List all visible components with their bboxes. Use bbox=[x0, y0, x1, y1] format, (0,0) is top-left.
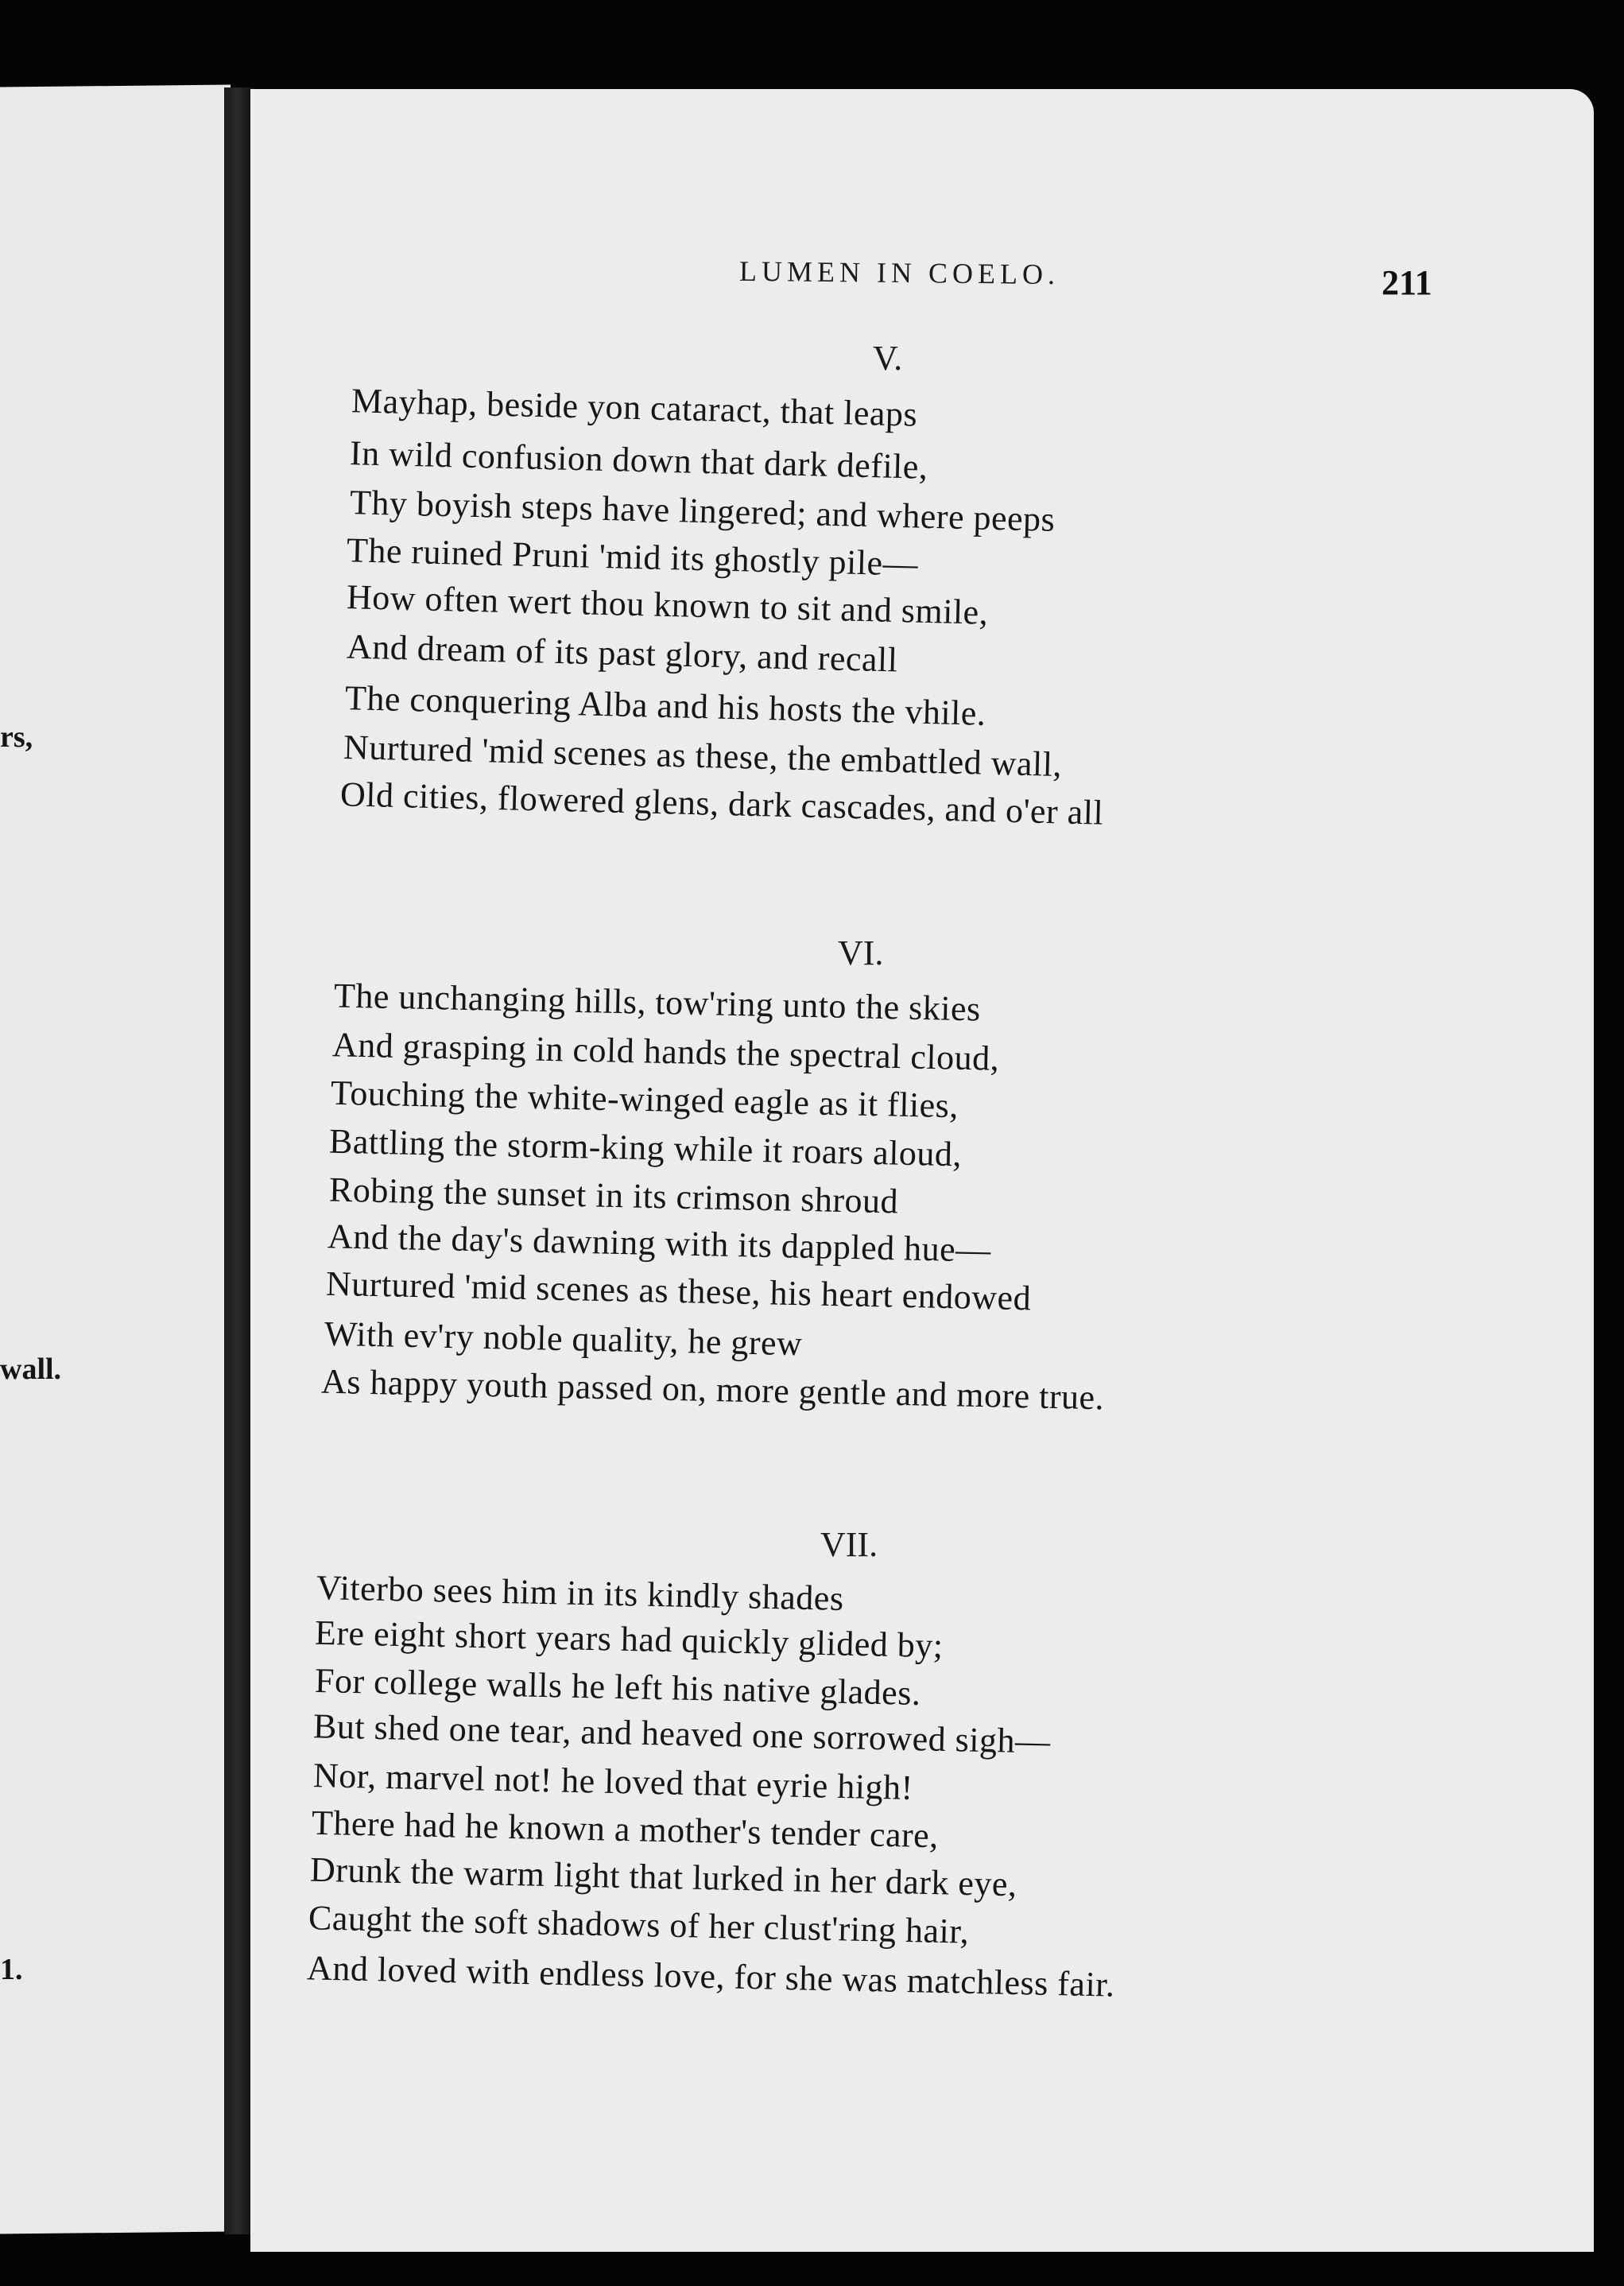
poem-line: Mayhap, beside yon cataract, that leaps bbox=[351, 381, 918, 434]
left-facing-page bbox=[0, 84, 231, 2234]
poem-line: And grasping in cold hands the spectral cloud, bbox=[331, 1025, 1000, 1078]
poem-line: Nurtured 'mid scenes as these, his heart endowed bbox=[325, 1263, 1032, 1318]
poem-line: Ere eight short years had quickly glided by; bbox=[314, 1613, 944, 1666]
poem-line: In wild confusion down that dark defile, bbox=[349, 433, 929, 487]
poem-line: And dream of its past glory, and recall bbox=[346, 627, 899, 680]
poem-line: Nurtured 'mid scenes as these, the embattled wall, bbox=[343, 727, 1063, 785]
poem-line: Drunk the warm light that lurked in her dark eye, bbox=[309, 1849, 1017, 1904]
poem-line: Touching the white-winged eagle as it flies, bbox=[330, 1073, 959, 1126]
poem-line: Thy boyish steps have lingered; and where peeps bbox=[349, 483, 1056, 539]
running-title: LUMEN IN COELO. bbox=[738, 254, 1060, 291]
poem-line: The ruined Pruni 'mid its ghostly pile— bbox=[346, 530, 919, 584]
poem-line: Caught the soft shadows of her clust'ring hair, bbox=[308, 1898, 970, 1951]
stanza-numeral: V. bbox=[873, 339, 903, 378]
poem-line: And loved with endless love, for she was matchless fair. bbox=[306, 1948, 1115, 2005]
poem-line: How often wert thou known to sit and smile, bbox=[346, 577, 989, 632]
left-page-fragment: rs, bbox=[0, 720, 33, 754]
poem-line: Robing the sunset in its crimson shroud bbox=[328, 1170, 899, 1221]
poem-line: The conquering Alba and his hosts the vhile. bbox=[344, 678, 987, 733]
stanza-numeral: VII. bbox=[820, 1525, 878, 1564]
left-page-fragment: 1. bbox=[0, 1953, 23, 1986]
page-number: 211 bbox=[1382, 263, 1432, 302]
left-page-fragment: wall. bbox=[0, 1353, 62, 1386]
poem-line: As happy youth passed on, more gentle and more true. bbox=[320, 1361, 1105, 1418]
poem-line: And the day's dawning with its dappled hue— bbox=[327, 1217, 992, 1270]
poem-line: Old cities, flowered glens, dark cascades, and o'er all bbox=[339, 774, 1104, 833]
stanza-numeral: VI. bbox=[838, 933, 884, 972]
poem-line: The unchanging hills, tow'ring unto the skies bbox=[333, 976, 982, 1029]
poem-line: Viterbo sees him in its kindly shades bbox=[316, 1568, 845, 1618]
poem-line: Nor, marvel not! he loved that eyrie high! bbox=[312, 1756, 914, 1807]
poem-line: There had he known a mother's tender care, bbox=[311, 1803, 940, 1856]
poem-line: But shed one tear, and heaved one sorrowed sigh— bbox=[312, 1706, 1052, 1761]
poem-line: For college walls he left his native glades. bbox=[314, 1661, 921, 1713]
poem-line: With ev'ry noble quality, he grew bbox=[324, 1314, 803, 1364]
poem-line: Battling the storm-king while it roars aloud, bbox=[328, 1121, 963, 1174]
